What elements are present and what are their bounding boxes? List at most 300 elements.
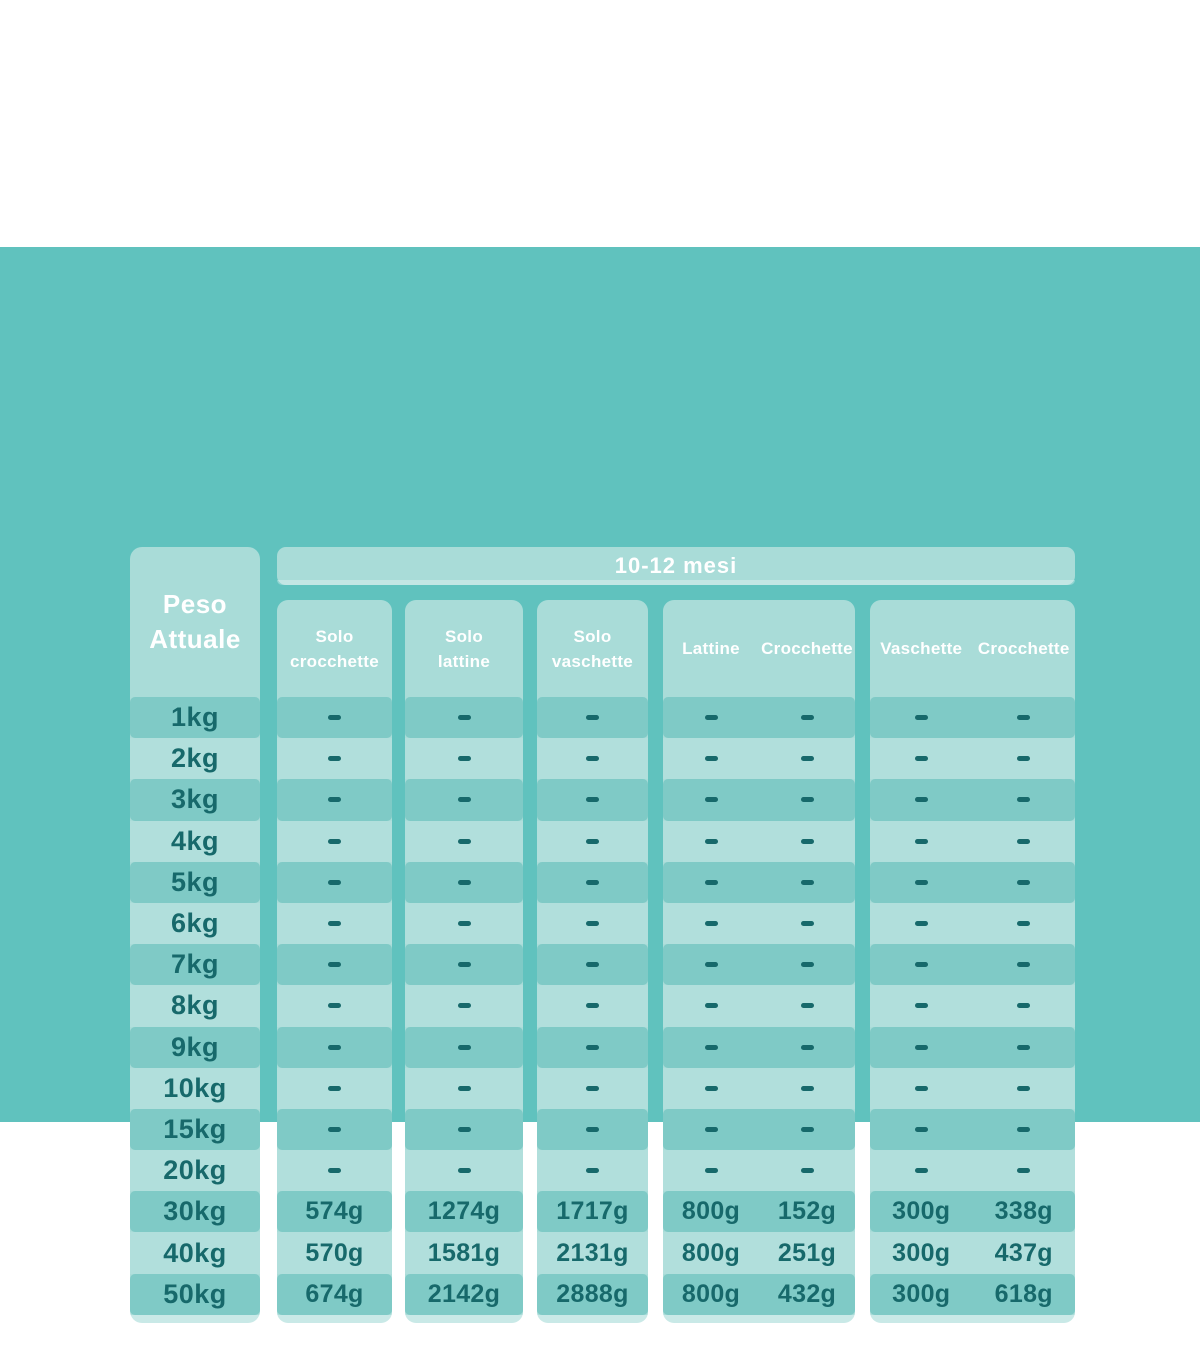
table-row	[537, 1027, 648, 1068]
empty-dash	[586, 797, 599, 802]
empty-dash	[705, 1168, 718, 1173]
table-row	[663, 985, 855, 1026]
empty-dash	[915, 839, 928, 844]
column-header-text	[290, 624, 379, 674]
table-cell	[973, 738, 1076, 779]
table-cell	[870, 862, 973, 903]
weight-header-line2: Attuale	[149, 624, 241, 654]
empty-dash	[458, 756, 471, 761]
table-cell	[663, 944, 759, 985]
cell-value: 338g	[994, 1197, 1053, 1226]
empty-dash	[1017, 756, 1030, 761]
table-row	[537, 1191, 648, 1232]
table-cell	[663, 985, 759, 1026]
table-cell	[663, 1109, 759, 1150]
column-solo-vaschette	[537, 600, 648, 1323]
table-cell	[759, 903, 855, 944]
weight-label: 8kg	[170, 990, 220, 1021]
weight-label: 1kg	[170, 702, 220, 733]
column-rows	[663, 697, 855, 1315]
table-row	[663, 779, 855, 820]
weight-rows	[130, 697, 260, 1315]
cell-value: 800g	[681, 1238, 741, 1267]
empty-dash	[705, 797, 718, 802]
empty-dash	[1017, 921, 1030, 926]
table-row	[537, 1109, 648, 1150]
table-row	[277, 738, 392, 779]
table-cell	[759, 1150, 855, 1191]
table-row	[663, 903, 855, 944]
weight-row	[130, 779, 260, 820]
table-row	[537, 821, 648, 862]
empty-dash	[705, 921, 718, 926]
cell-value: 1717g	[556, 1197, 629, 1226]
empty-dash	[915, 1003, 928, 1008]
table-row	[537, 697, 648, 738]
empty-dash	[801, 797, 814, 802]
table-cell	[759, 1068, 855, 1109]
table-cell	[663, 1191, 759, 1232]
table-row	[405, 1191, 523, 1232]
table-row	[870, 1027, 1075, 1068]
table-cell	[663, 1150, 759, 1191]
weight-label: 5kg	[170, 866, 220, 897]
empty-dash	[586, 921, 599, 926]
table-row	[405, 1150, 523, 1191]
cell-value: 800g	[681, 1197, 741, 1226]
table-cell	[870, 1027, 973, 1068]
table-row	[277, 1232, 392, 1273]
cell-value: 570g	[305, 1238, 364, 1267]
empty-dash	[586, 756, 599, 761]
table-cell	[870, 1068, 973, 1109]
empty-dash	[1017, 1045, 1030, 1050]
empty-dash	[328, 1045, 341, 1050]
empty-dash	[458, 1086, 471, 1091]
column-header-text	[438, 624, 490, 674]
table-cell	[973, 821, 1076, 862]
empty-dash	[586, 715, 599, 720]
table-row	[537, 944, 648, 985]
cell-value: 432g	[777, 1279, 837, 1308]
table-row	[277, 1109, 392, 1150]
weight-label: 15kg	[163, 1113, 227, 1144]
cell-value: 2888g	[556, 1279, 629, 1308]
empty-dash	[915, 797, 928, 802]
empty-dash	[328, 1127, 341, 1132]
empty-dash	[586, 1003, 599, 1008]
empty-dash	[801, 962, 814, 967]
empty-dash	[705, 839, 718, 844]
column-vaschette-crocchette	[870, 600, 1075, 1323]
table-row	[405, 862, 523, 903]
table-row	[405, 1232, 523, 1273]
empty-dash	[915, 715, 928, 720]
empty-dash	[458, 1168, 471, 1173]
cell-value: 300g	[892, 1279, 951, 1308]
weight-column	[130, 547, 260, 1323]
table-row	[870, 779, 1075, 820]
table-cell	[663, 903, 759, 944]
empty-dash	[801, 1045, 814, 1050]
table-row	[537, 1068, 648, 1109]
table-cell	[759, 1191, 855, 1232]
column-header-line: Solo	[315, 626, 354, 646]
empty-dash	[458, 839, 471, 844]
weight-label: 2kg	[170, 743, 220, 774]
empty-dash	[1017, 962, 1030, 967]
empty-dash	[1017, 839, 1030, 844]
table-cell	[973, 903, 1076, 944]
empty-dash	[1017, 880, 1030, 885]
table-cell	[663, 697, 759, 738]
table-cell	[973, 862, 1076, 903]
table-row	[870, 985, 1075, 1026]
table-row	[663, 1232, 855, 1273]
table-row	[870, 1150, 1075, 1191]
table-row	[405, 738, 523, 779]
table-row	[870, 1191, 1075, 1232]
table-cell	[870, 821, 973, 862]
table-cell	[973, 985, 1076, 1026]
weight-row	[130, 1191, 260, 1232]
cell-value: 437g	[994, 1238, 1053, 1267]
table-row	[405, 1027, 523, 1068]
table-cell	[973, 1068, 1076, 1109]
column-header-text	[552, 624, 633, 674]
cell-value: 618g	[994, 1279, 1053, 1308]
table-cell	[663, 1027, 759, 1068]
weight-label: 40kg	[163, 1237, 227, 1268]
weight-row	[130, 944, 260, 985]
subcolumn-header: Vaschette	[880, 639, 963, 658]
column-header-line: vaschette	[551, 651, 634, 671]
table-cell	[973, 1109, 1076, 1150]
table-cell	[759, 821, 855, 862]
empty-dash	[705, 1003, 718, 1008]
table-cell	[759, 1109, 855, 1150]
table-cell	[759, 944, 855, 985]
weight-row	[130, 1027, 260, 1068]
table-cell	[759, 1027, 855, 1068]
table-cell	[870, 1109, 973, 1150]
empty-dash	[1017, 715, 1030, 720]
table-row	[277, 1274, 392, 1315]
table-row	[663, 1027, 855, 1068]
column-header-solo-vaschette	[537, 600, 648, 697]
table-row	[870, 738, 1075, 779]
cell-value: 251g	[777, 1238, 837, 1267]
empty-dash	[586, 880, 599, 885]
weight-label: 4kg	[170, 825, 220, 856]
empty-dash	[705, 715, 718, 720]
table-cell	[759, 779, 855, 820]
empty-dash	[801, 1003, 814, 1008]
table-cell	[870, 985, 973, 1026]
empty-dash	[1017, 797, 1030, 802]
table-cell	[870, 1191, 973, 1232]
table-row	[663, 1191, 855, 1232]
subcolumn-header: Crocchette	[761, 639, 853, 658]
table-row	[277, 697, 392, 738]
table-cell	[870, 1274, 973, 1315]
empty-dash	[458, 1127, 471, 1132]
empty-dash	[328, 1168, 341, 1173]
table-row	[277, 944, 392, 985]
table-row	[870, 1109, 1075, 1150]
table-cell	[663, 738, 759, 779]
cell-value: 300g	[892, 1197, 951, 1226]
column-header-line: Solo	[573, 626, 612, 646]
weight-row	[130, 862, 260, 903]
column-rows	[405, 697, 523, 1315]
empty-dash	[705, 756, 718, 761]
cell-value: 2131g	[556, 1238, 629, 1267]
weight-header-line1: Peso	[162, 589, 228, 619]
empty-dash	[915, 921, 928, 926]
weight-row	[130, 1274, 260, 1315]
table-cell	[870, 779, 973, 820]
table-row	[663, 862, 855, 903]
table-cell	[870, 1232, 973, 1273]
table-row	[537, 779, 648, 820]
empty-dash	[458, 921, 471, 926]
table-row	[537, 862, 648, 903]
empty-dash	[328, 839, 341, 844]
weight-row	[130, 821, 260, 862]
table-row	[870, 697, 1075, 738]
column-solo-lattine	[405, 600, 523, 1323]
table-row	[870, 944, 1075, 985]
empty-dash	[328, 962, 341, 967]
empty-dash	[458, 715, 471, 720]
weight-row	[130, 738, 260, 779]
cell-value: 800g	[681, 1279, 741, 1308]
empty-dash	[458, 962, 471, 967]
subcolumn-header: Lattine	[682, 639, 740, 658]
empty-dash	[328, 715, 341, 720]
empty-dash	[458, 1003, 471, 1008]
column-header-lattine-crocchette	[663, 600, 855, 697]
weight-label: 30kg	[163, 1196, 227, 1227]
table-row	[405, 1068, 523, 1109]
table-row	[663, 944, 855, 985]
weight-row	[130, 903, 260, 944]
weight-row	[130, 1068, 260, 1109]
table-cell	[663, 821, 759, 862]
table-row	[537, 985, 648, 1026]
subcolumn-header: Crocchette	[977, 639, 1070, 658]
empty-dash	[801, 921, 814, 926]
cell-value: 1581g	[427, 1238, 501, 1267]
table-cell	[973, 1150, 1076, 1191]
empty-dash	[915, 962, 928, 967]
empty-dash	[328, 797, 341, 802]
table-row	[663, 738, 855, 779]
table-row	[663, 1068, 855, 1109]
empty-dash	[915, 880, 928, 885]
empty-dash	[586, 1086, 599, 1091]
table-cell	[973, 1274, 1076, 1315]
table-cell	[759, 738, 855, 779]
table-cell	[870, 903, 973, 944]
table-row	[405, 821, 523, 862]
table-row	[405, 985, 523, 1026]
table-cell	[973, 1232, 1076, 1273]
table-row	[277, 1027, 392, 1068]
table-cell	[870, 1150, 973, 1191]
table-cell	[759, 985, 855, 1026]
table-row	[663, 821, 855, 862]
table-row	[663, 1109, 855, 1150]
table-row	[277, 903, 392, 944]
table-row	[870, 903, 1075, 944]
column-header-line: Solo	[444, 626, 483, 646]
table-cell	[973, 1027, 1076, 1068]
empty-dash	[328, 880, 341, 885]
table-row	[405, 697, 523, 738]
table-row	[277, 1068, 392, 1109]
weight-row	[130, 1109, 260, 1150]
cell-value: 574g	[305, 1197, 364, 1226]
table-cell	[973, 779, 1076, 820]
empty-dash	[328, 1003, 341, 1008]
table-row	[537, 1232, 648, 1273]
empty-dash	[705, 1086, 718, 1091]
empty-dash	[705, 962, 718, 967]
empty-dash	[586, 1045, 599, 1050]
empty-dash	[328, 1086, 341, 1091]
table-cell	[663, 1068, 759, 1109]
empty-dash	[586, 1168, 599, 1173]
table-row	[663, 1150, 855, 1191]
cell-value: 674g	[305, 1279, 364, 1308]
empty-dash	[801, 1086, 814, 1091]
weight-row	[130, 1150, 260, 1191]
table-cell	[663, 1274, 759, 1315]
empty-dash	[801, 839, 814, 844]
table-row	[663, 1274, 855, 1315]
table-row	[277, 779, 392, 820]
cell-value: 2142g	[427, 1279, 501, 1308]
empty-dash	[458, 1045, 471, 1050]
weight-row	[130, 697, 260, 738]
table-row	[537, 903, 648, 944]
empty-dash	[915, 1168, 928, 1173]
cell-value: 1274g	[427, 1197, 501, 1226]
table-row	[277, 985, 392, 1026]
table-row	[277, 821, 392, 862]
empty-dash	[586, 1127, 599, 1132]
empty-dash	[586, 962, 599, 967]
weight-label: 10kg	[163, 1072, 227, 1103]
table-cell	[759, 1232, 855, 1273]
weight-label: 6kg	[170, 908, 220, 939]
table-cell	[870, 697, 973, 738]
empty-dash	[801, 880, 814, 885]
table-row	[277, 1191, 392, 1232]
empty-dash	[915, 1045, 928, 1050]
table-row	[537, 1150, 648, 1191]
empty-dash	[586, 839, 599, 844]
table-row	[870, 862, 1075, 903]
table-row	[870, 1274, 1075, 1315]
column-lattine-crocchette	[663, 600, 855, 1323]
table-row	[405, 944, 523, 985]
weight-label: 20kg	[163, 1155, 227, 1186]
table-row	[663, 697, 855, 738]
column-header-line: crocchette	[290, 651, 379, 671]
table-row	[537, 1274, 648, 1315]
table-row	[870, 1068, 1075, 1109]
weight-row	[130, 1232, 260, 1273]
table-cell	[663, 862, 759, 903]
table-cell	[663, 779, 759, 820]
table-row	[405, 903, 523, 944]
empty-dash	[328, 921, 341, 926]
empty-dash	[705, 1045, 718, 1050]
age-group-header: 10-12 mesi	[277, 547, 1075, 585]
empty-dash	[915, 756, 928, 761]
column-header-line: lattine	[437, 651, 491, 671]
table-cell	[973, 944, 1076, 985]
table-row	[277, 1150, 392, 1191]
empty-dash	[1017, 1086, 1030, 1091]
weight-label: 9kg	[170, 1031, 220, 1062]
empty-dash	[801, 715, 814, 720]
weight-label: 50kg	[163, 1278, 227, 1309]
table-row	[405, 1109, 523, 1150]
column-rows	[277, 697, 392, 1315]
empty-dash	[705, 880, 718, 885]
cell-value: 152g	[777, 1197, 837, 1226]
empty-dash	[328, 756, 341, 761]
weight-row	[130, 985, 260, 1026]
table-row	[277, 862, 392, 903]
table-row	[405, 779, 523, 820]
empty-dash	[801, 1127, 814, 1132]
table-cell	[870, 738, 973, 779]
table-row	[537, 738, 648, 779]
table-row	[870, 1232, 1075, 1273]
empty-dash	[1017, 1003, 1030, 1008]
teal-background-band	[0, 247, 1200, 1309]
table-cell	[973, 1191, 1076, 1232]
empty-dash	[458, 797, 471, 802]
weight-column-header	[130, 547, 260, 697]
empty-dash	[1017, 1168, 1030, 1173]
empty-dash	[1017, 1127, 1030, 1132]
empty-dash	[915, 1086, 928, 1091]
table-row	[405, 1274, 523, 1315]
weight-label: 3kg	[170, 784, 220, 815]
column-header-solo-lattine	[405, 600, 523, 697]
column-rows	[537, 697, 648, 1315]
table-cell	[870, 944, 973, 985]
table-row	[870, 821, 1075, 862]
column-rows	[870, 697, 1075, 1315]
empty-dash	[801, 756, 814, 761]
empty-dash	[458, 880, 471, 885]
table-cell	[759, 862, 855, 903]
empty-dash	[705, 1127, 718, 1132]
table-cell	[973, 697, 1076, 738]
column-header-vaschette-crocchette	[870, 600, 1075, 697]
table-cell	[759, 1274, 855, 1315]
table-cell	[759, 697, 855, 738]
empty-dash	[801, 1168, 814, 1173]
column-solo-crocchette	[277, 600, 392, 1323]
